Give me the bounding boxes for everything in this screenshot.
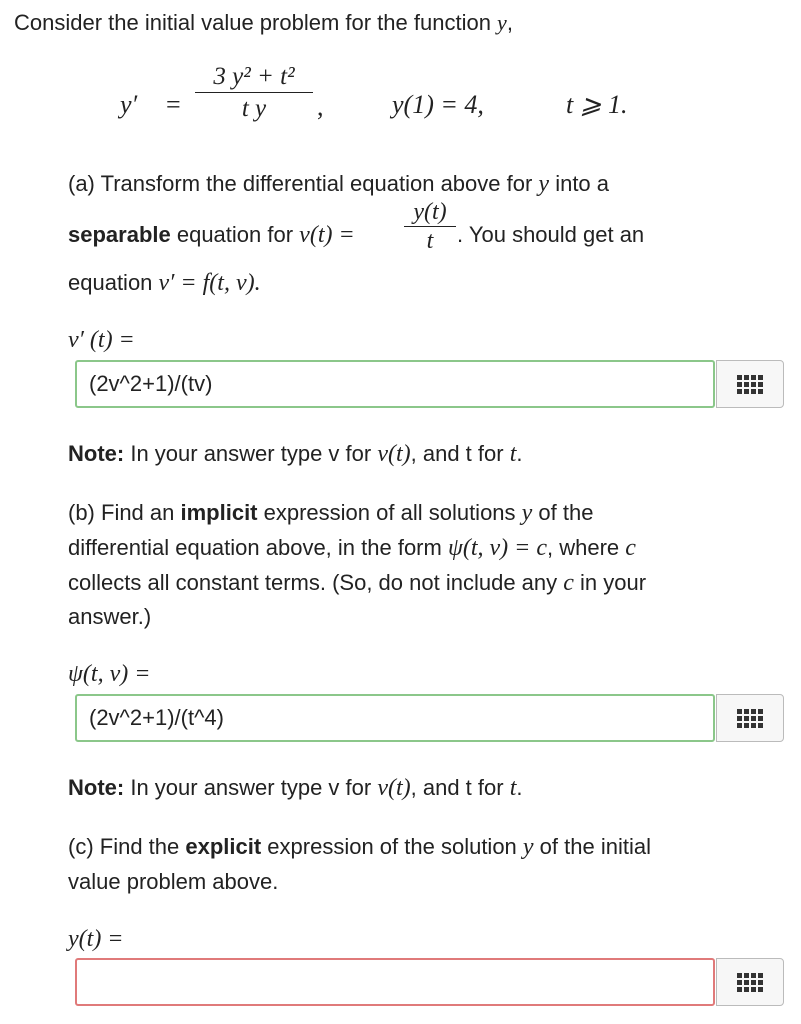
- note-2-text: In your answer type v for: [124, 775, 378, 800]
- note-2-math-v: v(t): [377, 775, 411, 801]
- note-1-math-t: t: [509, 441, 517, 467]
- note-2-text2: , and t for: [410, 775, 510, 800]
- part-a-line1: [68, 171, 609, 198]
- answer-a-label: v′ (t) =: [68, 327, 135, 353]
- answer-a-palette-button[interactable]: [716, 360, 784, 408]
- answer-c-input[interactable]: [75, 958, 715, 1006]
- part-a-line3-math: v′ = f(t, v).: [158, 270, 261, 296]
- part-a-frac-den: t: [426, 228, 434, 254]
- part-c-text3: of the initial: [533, 834, 651, 859]
- intro-line: [14, 10, 513, 36]
- note-1: [68, 441, 523, 468]
- ivp-trailing-comma: ,: [317, 92, 324, 121]
- part-b-l3-var: c: [563, 570, 574, 596]
- part-b-l2-text: differential equation above, in the form: [68, 535, 448, 560]
- math-palette-icon: [737, 375, 763, 394]
- part-b-text3: of the: [532, 500, 594, 525]
- part-b-line2: [68, 535, 636, 562]
- note-1-text: In your answer type v for: [124, 441, 378, 466]
- ivp-denominator: t y: [241, 95, 267, 122]
- part-b-line4: answer.): [68, 604, 152, 629]
- part-b-l2-var: c: [625, 535, 636, 561]
- part-c-bold: explicit: [185, 834, 262, 859]
- note-1-math-v: v(t): [377, 441, 411, 467]
- answer-b-label: ψ(t, v) =: [68, 661, 151, 687]
- intro-text: Consider the initial value problem for the function: [14, 10, 498, 35]
- part-b-bold: implicit: [180, 500, 258, 525]
- part-a-fraction: [404, 198, 456, 255]
- part-a-line3: [68, 270, 261, 297]
- ivp-domain: t ⩾ 1.: [566, 90, 628, 119]
- part-c-var: y: [522, 834, 534, 860]
- ivp-numerator: 3 y² + t²: [213, 63, 295, 90]
- answer-c-label: y(t) =: [68, 926, 124, 952]
- part-a-line3-text: equation: [68, 270, 159, 295]
- part-b-l3-text2: in your: [573, 570, 647, 595]
- answer-a-input[interactable]: (2v^2+1)/(tv): [75, 360, 715, 408]
- part-a-line2-end: . You should get an: [457, 222, 645, 247]
- part-a-text: (a) Transform the differential equation above for: [68, 171, 539, 196]
- part-b-l2-math: ψ(t, v) = c: [447, 535, 548, 561]
- ivp-lhs: y′: [120, 90, 138, 119]
- part-a-var: y: [538, 171, 550, 197]
- math-palette-icon: [737, 709, 763, 728]
- note-2: [68, 775, 523, 802]
- answer-c-palette-button[interactable]: [716, 958, 784, 1006]
- part-a-v-def: v(t) =: [299, 222, 355, 248]
- part-a-line2-text: equation for: [170, 222, 300, 247]
- intro-var: y: [497, 10, 507, 35]
- part-c-line1: [68, 834, 651, 861]
- part-c-text: (c) Find the: [68, 834, 186, 859]
- note-1-label: Note:: [68, 441, 125, 466]
- ivp-initial-condition: y(1) = 4,: [392, 90, 484, 119]
- part-b-line3: [68, 570, 646, 597]
- part-c-text2: expression of the solution: [261, 834, 523, 859]
- ivp-fraction: [195, 62, 313, 125]
- part-a-line2: [68, 222, 355, 249]
- ivp-equals: =: [166, 90, 181, 119]
- part-b-l2-text2: , where: [547, 535, 626, 560]
- math-palette-icon: [737, 973, 763, 992]
- part-b-text: (b) Find an: [68, 500, 181, 525]
- note-1-text2: , and t for: [410, 441, 510, 466]
- part-c-line2: value problem above.: [68, 869, 279, 894]
- note-1-period: .: [516, 441, 523, 466]
- note-2-label: Note:: [68, 775, 125, 800]
- note-2-period: .: [516, 775, 523, 800]
- part-a-text-end: into a: [549, 171, 610, 196]
- intro-comma: ,: [506, 10, 513, 35]
- part-b-var: y: [521, 500, 533, 526]
- note-2-math-t: t: [509, 775, 517, 801]
- part-a-frac-num: y(t): [413, 199, 447, 225]
- part-b-text2: expression of all solutions: [257, 500, 522, 525]
- part-a-bold: separable: [68, 222, 171, 247]
- part-b-l3-text: collects all constant terms. (So, do not include any: [68, 570, 564, 595]
- part-b-line1: [68, 500, 593, 527]
- answer-b-palette-button[interactable]: [716, 694, 784, 742]
- answer-b-input[interactable]: (2v^2+1)/(t^4): [75, 694, 715, 742]
